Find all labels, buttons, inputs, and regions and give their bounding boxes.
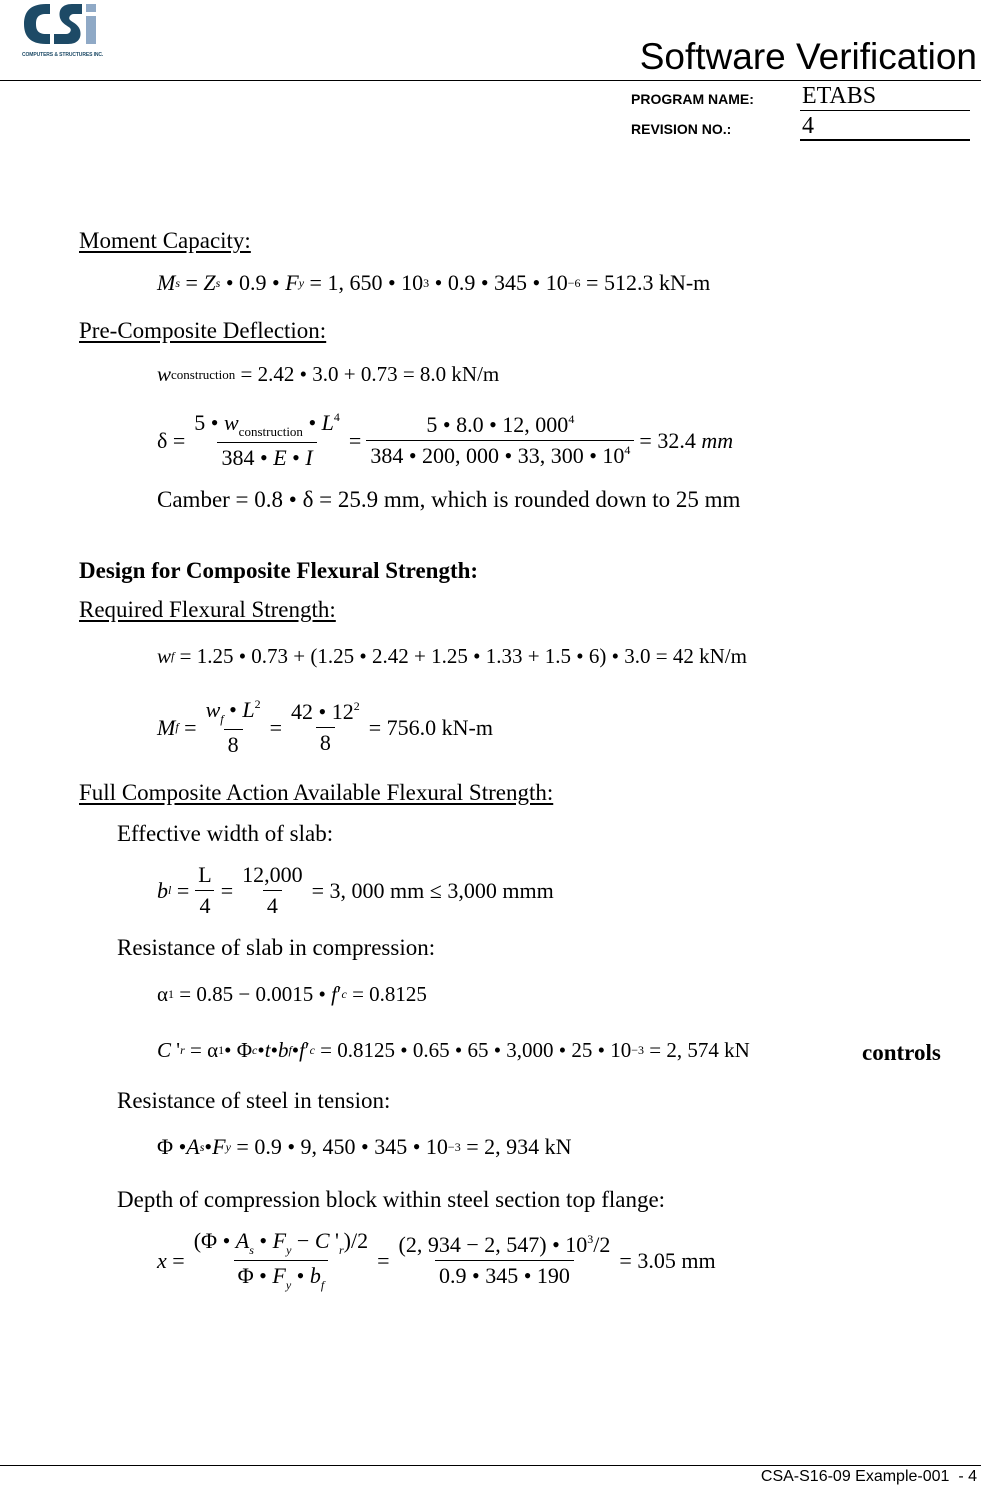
eq-effective-width: b l = $\frac{L}{4}$ = $\frac{12,000}{4}$ = 3, 000 mm ≤ 3,000 mmm	[157, 862, 554, 918]
bl-result: = 3, 000 mm ≤ 3,000 mmm	[311, 877, 554, 903]
revision-label: REVISION NO.:	[631, 121, 732, 137]
bl-den-1: 4	[195, 890, 214, 919]
eq-mf: M f = $\frac{w_f • L^2}{8}$ = $\frac{42 • 12^2}{8}$ = 756.0 kN-m	[157, 697, 493, 757]
cr-numeric: = 0.8125 • 0.65 • 65 • 3,000 • 25 • 10	[320, 1038, 632, 1062]
bl-fraction-2	[238, 862, 307, 919]
header-divider	[0, 80, 981, 81]
heading-pre-composite-deflection: Pre-Composite Deflection:	[79, 318, 327, 343]
program-name-underline	[800, 110, 970, 111]
slab-compression-label: Resistance of slab in compression:	[117, 935, 436, 960]
mf-numerator: 42 • 12	[291, 699, 354, 724]
alpha-rhs: = 0.85 − 0.0015 •	[179, 982, 326, 1006]
deflection-numeric-fraction: $\frac{5 • 8.0 • 12, 000^4}{384 • 200, 000 • 33, 300 • 10^4}$	[366, 412, 634, 469]
heading-full-composite-action: Full Composite Action Available Flexural Strength:	[79, 780, 554, 805]
eq-w-construction: w construction = 2.42 • 3.0 + 0.73 = 8.0 kN/m	[157, 362, 500, 386]
cr-result: = 2, 574 kN	[649, 1038, 750, 1062]
mf-numeric-fraction: $\frac{42 • 12^2}{8}$	[291, 699, 360, 755]
logo-subtitle: COMPUTERS & STRUCTURES INC.	[22, 52, 104, 58]
effective-width-label: Effective width of slab:	[117, 821, 334, 846]
deflection-symbolic-fraction: $\frac{5 • w_{construction} • L^4}{384 • E • I}$	[194, 410, 340, 470]
steel-tension-label: Resistance of steel in tension:	[117, 1088, 391, 1113]
eq-moment-capacity: M s = Z s • 0.9 • F y = 1, 650 • 10 3 • 0.9 • 345 • 10 −6 = 512.3 kN-m	[157, 270, 711, 295]
delta-unit: mm	[701, 427, 734, 453]
delta-denominator: 384 • 200, 000 • 33, 300 • 10	[370, 443, 625, 468]
depth-label: Depth of compression block within steel section top flange:	[117, 1187, 666, 1212]
camber-text: Camber = 0.8 • δ = 25.9 mm, which is rounded down to 25 mm	[157, 487, 741, 512]
program-name-label: PROGRAM NAME:	[631, 91, 754, 107]
revision-underline	[800, 139, 970, 141]
x-numeric-fraction: $\frac{(2, 934 - 2, 547) • 10^3/2}{0.9 • 345 • 190}$	[398, 1232, 611, 1288]
revision-value: 4	[802, 113, 814, 139]
footer-divider	[0, 1465, 981, 1466]
alpha-result: = 0.8125	[352, 982, 427, 1006]
moment-capacity-result: = 512.3 kN-m	[586, 270, 711, 295]
steel-result: = 2, 934 kN	[466, 1134, 572, 1159]
bl-num-1: L	[198, 862, 212, 887]
x-result: = 3.05 mm	[619, 1247, 716, 1273]
heading-required-flexural-strength: Required Flexural Strength:	[79, 597, 336, 622]
bl-den-2: 4	[263, 890, 282, 919]
delta-result: = 32.4	[639, 427, 696, 453]
eq-cr: C ' r = α 1 • Φ c • t • b f • f ′ c = 0.8125 • 0.65 • 65 • 3,000 • 25 • 10 −3 = 2, 574 kN	[157, 1038, 750, 1062]
x-symbolic-fraction: $\frac{(\Phi • A_s • F_y - C '_r)/2}{\Phi • F_y • b_f}$	[193, 1228, 369, 1292]
bl-num-2: 12,000	[242, 862, 303, 887]
heading-design-composite: Design for Composite Flexural Strength:	[79, 558, 479, 583]
wf-rhs: = 1.25 • 0.73 + (1.25 • 2.42 + 1.25 • 1.33 + 1.5 • 6) • 3.0 = 42 kN/m	[179, 644, 747, 668]
program-name-value: ETABS	[802, 83, 877, 109]
x-numerator: (2, 934 − 2, 547) • 10	[398, 1232, 588, 1257]
bl-fraction-1	[194, 862, 215, 919]
eq-alpha1: α 1 = 0.85 − 0.0015 • f ′ c = 0.8125	[157, 982, 427, 1006]
eq-depth-x: x = $\frac{(\Phi • A_s • F_y - C '_r)/2}{\Phi • F_y • b_f}$ = $\frac{(2, 934 - 2, 547) • 10^3/2}{0.9 • 345 • 190}$ = 3.05 mm	[157, 1228, 716, 1292]
eq-deflection: δ = $\frac{5 • w_{construction} • L^4}{384 • E • I}$ = $\frac{5 • 8.0 • 12, 000^4}{384 • 200, 000 • 33, 300 • 10^4}$ = 32.4 mm	[157, 410, 734, 470]
w-construction-rhs: = 2.42 • 3.0 + 0.73 = 8.0 kN/m	[240, 362, 500, 386]
delta-numerator: 5 • 8.0 • 12, 000	[426, 412, 569, 437]
heading-moment-capacity: Moment Capacity:	[79, 228, 251, 253]
steel-numeric: = 0.9 • 9, 450 • 345 • 10	[236, 1134, 448, 1159]
mf-denominator: 8	[316, 727, 335, 756]
eq-wf: w f = 1.25 • 0.73 + (1.25 • 2.42 + 1.25 • 1.33 + 1.5 • 6) • 3.0 = 42 kN/m	[157, 644, 747, 668]
page-title: Software Verification	[639, 36, 977, 77]
controls-label: controls	[862, 1040, 941, 1065]
x-denominator: 0.9 • 345 • 190	[435, 1260, 574, 1289]
mf-result: = 756.0 kN-m	[368, 714, 493, 740]
footer-page-label: CSA-S16-09 Example-001 - 4	[760, 1468, 977, 1485]
eq-steel-tension: Φ • A s • F y = 0.9 • 9, 450 • 345 • 10 −3 = 2, 934 kN	[157, 1134, 572, 1159]
mf-symbolic-fraction: $\frac{w_f • L^2}{8}$	[205, 697, 261, 757]
